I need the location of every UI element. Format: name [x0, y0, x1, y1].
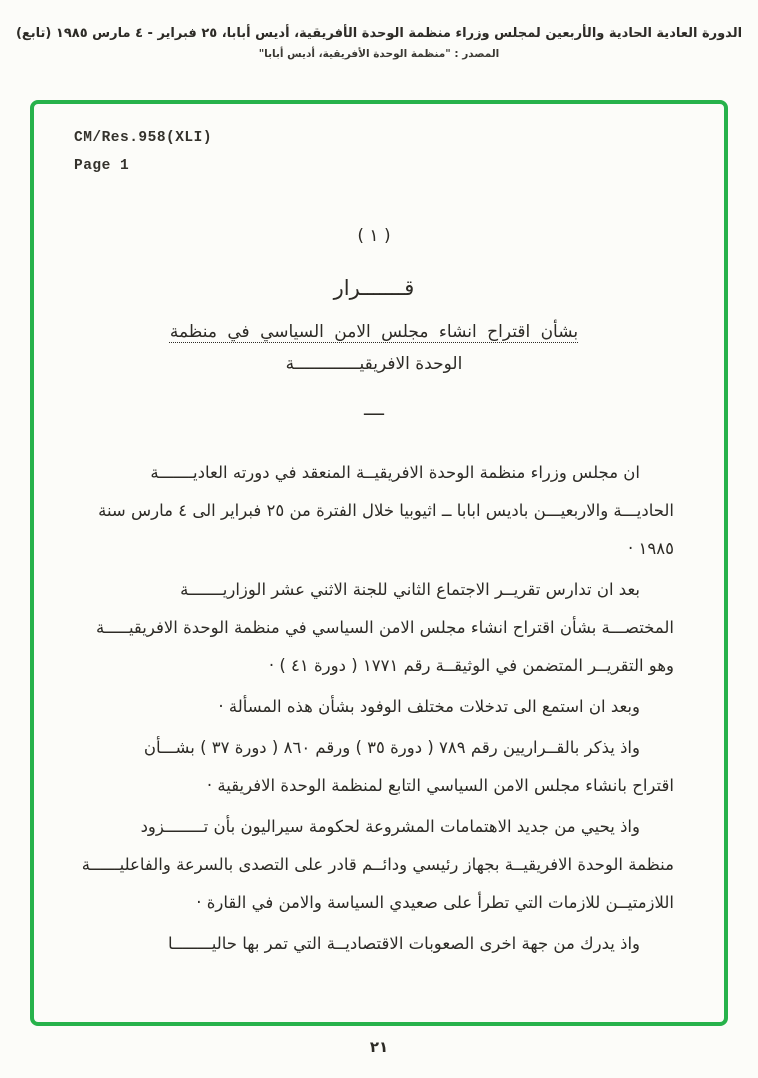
body-line: الحاديـــة والاربعيـــن باديس ابابا ــ اثيوبيا خلال الفترة من ٢٥ فبراير الى ٤ مارس سنة	[98, 501, 674, 520]
source-line: المصدر : "منظمة الوحدة الأفريقية، أديس أبابا"	[258, 48, 500, 60]
body-line: منظمة الوحدة الافريقيــة بجهاز رئيسي ودائــم قادر على التصدى بالسرعة والفاعليــــــة	[81, 855, 674, 874]
body-line: اللازمتيــن للازمات التي تطرأ على صعيدي السياسة والامن في القارة ·	[196, 893, 674, 912]
resolution-title-block	[74, 226, 674, 420]
body-line: اقتراح بانشاء مجلس الامن السياسي التابع لمنظمة الوحدة الافريقية ·	[206, 776, 674, 795]
page-number: ٢١	[369, 1038, 389, 1056]
body-line: واذ يذكر بالقــراريين رقم ٧٨٩ ( دورة ٣٥ ) ورقم ٨٦٠ ( دورة ٣٧ ) بشـــأن	[143, 738, 640, 757]
resolution-title: قـــــــرار	[333, 276, 415, 300]
body-line: ١٩٨٥ ·	[628, 539, 674, 558]
header-title: الدورة العادية الحادية والأربعين لمجلس وزراء منظمة الوحدة الأفريقية، أديس أبابا، ٢٥ فبراير - ٤ مارس ١٩٨٥ (تابع)	[15, 26, 743, 41]
subject-line-1: بشأن اقتراح انشاء مجلس الامن السياسي في منظمة	[169, 322, 579, 342]
body-line: وهو التقريــر المتضمن في الوثيقــة رقم ١٧٧١ ( دورة ٤١ ) ·	[268, 656, 674, 675]
resolution-body	[74, 454, 674, 963]
subject-line-2: الوحدة الافريقيـــــــــــــة	[285, 354, 463, 374]
scan-frame	[30, 100, 728, 1026]
body-line: واذ يحيي من جديد الاهتمامات المشروعة لحكومة سيراليون بأن تــــــــزود	[140, 817, 640, 836]
page-header	[0, 0, 758, 60]
body-line: بعد ان تدارس تقريــر الاجتماع الثاني للجنة الاثني عشر الوزاريـــــــة	[180, 580, 640, 599]
separator-dash: ــــ	[364, 400, 384, 420]
body-line: ان مجلس وزراء منظمة الوحدة الافريقيــة المنعقد في دورته العاديـــــــة	[150, 463, 640, 482]
page-label: Page 1	[74, 158, 130, 174]
body-line: وبعد ان استمع الى تدخلات مختلف الوفود بشأن هذه المسألة ·	[218, 697, 640, 716]
body-line: المختصـــة بشأن اقتراح انشاء مجلس الامن السياسي في منظمة الوحدة الافريقيـــــة	[95, 618, 674, 637]
item-number: ( ١ )	[357, 226, 391, 246]
doc-ref: CM/Res.958(XLI)	[74, 130, 213, 146]
body-line: واذ يدرك من جهة اخرى الصعوبات الاقتصاديــة التي تمر بها حاليــــــــا	[168, 934, 640, 953]
